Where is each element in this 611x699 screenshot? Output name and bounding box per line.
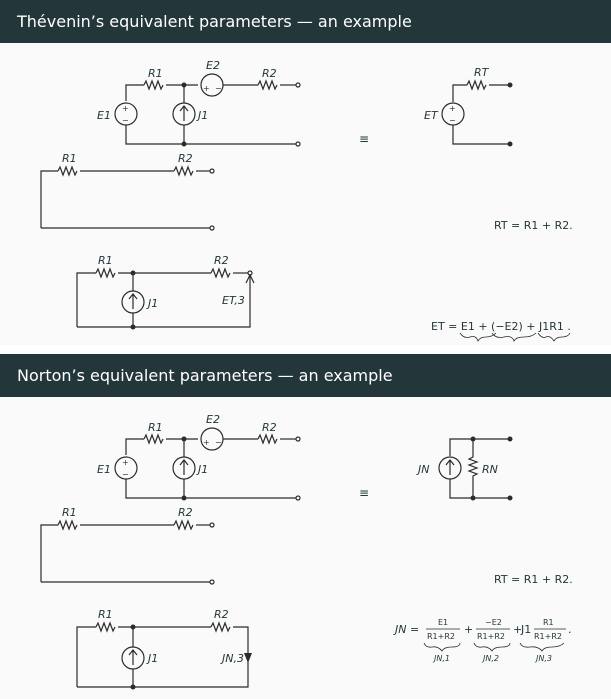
svg-text:R1: R1	[543, 618, 554, 627]
svg-text:JN,1: JN,1	[434, 654, 450, 663]
svg-text:JN,3: JN,3	[536, 654, 552, 663]
label-j1: J1	[198, 109, 209, 122]
label-jn: JN	[418, 463, 430, 476]
label-r1: R1	[98, 608, 113, 621]
label-rn: RN	[482, 463, 498, 476]
slide-gap	[0, 345, 611, 354]
label-r2: R2	[178, 152, 193, 165]
svg-text:+: +	[203, 84, 210, 93]
circuit-original	[97, 59, 300, 147]
thevenin-equivalent	[424, 66, 513, 147]
resistor-r2	[211, 269, 230, 277]
label-r2: R2	[262, 67, 277, 80]
slide-title: Norton’s equivalent parameters — an example	[0, 354, 611, 397]
label-r1: R1	[98, 254, 113, 267]
svg-text:+: +	[122, 104, 129, 113]
label-r1: R1	[62, 506, 77, 519]
resistor-r2	[258, 435, 277, 443]
label-j1: J1	[148, 297, 159, 310]
norton-equivalent	[416, 437, 513, 501]
svg-text:−: −	[215, 438, 222, 447]
svg-text:−: −	[122, 116, 129, 125]
resistor-r1	[144, 81, 163, 89]
label-e1: E1	[97, 109, 111, 122]
resistor-r2	[211, 623, 230, 631]
label-j1: J1	[148, 652, 159, 665]
svg-text:R1+R2: R1+R2	[477, 632, 505, 641]
label-r2: R2	[214, 254, 229, 267]
circuit-resistance	[41, 506, 214, 584]
resistor-r2	[174, 521, 193, 529]
label-et: ET	[424, 109, 438, 122]
measure-arrow	[244, 653, 252, 663]
label-r2: R2	[214, 608, 229, 621]
label-r1: R1	[148, 67, 163, 80]
resistor-r2	[258, 81, 277, 89]
resistor-rt	[467, 81, 486, 89]
resistor-r2	[174, 167, 193, 175]
label-r2: R2	[178, 506, 193, 519]
circuit-j1-only	[77, 608, 252, 690]
label-e2: E2	[206, 413, 220, 426]
circuit-resistance	[41, 152, 214, 230]
svg-text:+: +	[203, 438, 210, 447]
formula-rt: RT = R1 + R2.	[494, 573, 573, 586]
norton-slide	[0, 354, 611, 699]
svg-text:+: +	[122, 458, 129, 467]
svg-text:−: −	[449, 116, 456, 125]
thevenin-slide	[0, 0, 611, 345]
label-j1: J1	[198, 463, 209, 476]
svg-text:−: −	[215, 84, 222, 93]
formula-et: ET = E1 + (−E2) + J1R1 .	[431, 320, 571, 333]
resistor-r1	[58, 521, 77, 529]
label-r1: R1	[148, 421, 163, 434]
svg-text:R1+R2: R1+R2	[427, 632, 455, 641]
circuit-j1-only	[77, 254, 254, 330]
resistor-r1	[96, 623, 115, 631]
norton-diagram	[0, 397, 611, 699]
equivalence-sign: ≡	[359, 132, 370, 146]
svg-text:+: +	[464, 623, 474, 636]
label-measure: JN,3	[222, 652, 244, 665]
equivalence-sign: ≡	[359, 486, 370, 500]
formula-rt: RT = R1 + R2.	[494, 219, 573, 232]
slide-title: Thévenin’s equivalent parameters — an example	[0, 0, 611, 43]
thevenin-diagram	[0, 43, 611, 345]
label-measure: ET,3	[222, 294, 245, 307]
svg-text:JN =: JN =	[395, 623, 420, 636]
resistor-rn	[469, 439, 477, 498]
label-e1: E1	[97, 463, 111, 476]
svg-text:E1: E1	[438, 618, 449, 627]
resistor-r1	[96, 269, 115, 277]
label-e2: E2	[206, 59, 220, 72]
resistor-r1	[58, 167, 77, 175]
svg-text:−: −	[122, 470, 129, 479]
svg-text:J1: J1	[521, 623, 532, 636]
svg-text:JN,2: JN,2	[483, 654, 499, 663]
circuit-original	[97, 413, 300, 501]
svg-text:+: +	[513, 623, 523, 636]
underbraces	[460, 333, 570, 341]
svg-text:R1+R2: R1+R2	[534, 632, 562, 641]
formula-jn	[393, 618, 572, 663]
svg-text:.: .	[568, 623, 572, 636]
label-r1: R1	[62, 152, 77, 165]
svg-text:−E2: −E2	[485, 618, 502, 627]
underbraces	[424, 643, 564, 651]
resistor-r1	[144, 435, 163, 443]
label-r2: R2	[262, 421, 277, 434]
svg-text:+: +	[449, 104, 456, 113]
label-rt: RT	[474, 66, 489, 79]
